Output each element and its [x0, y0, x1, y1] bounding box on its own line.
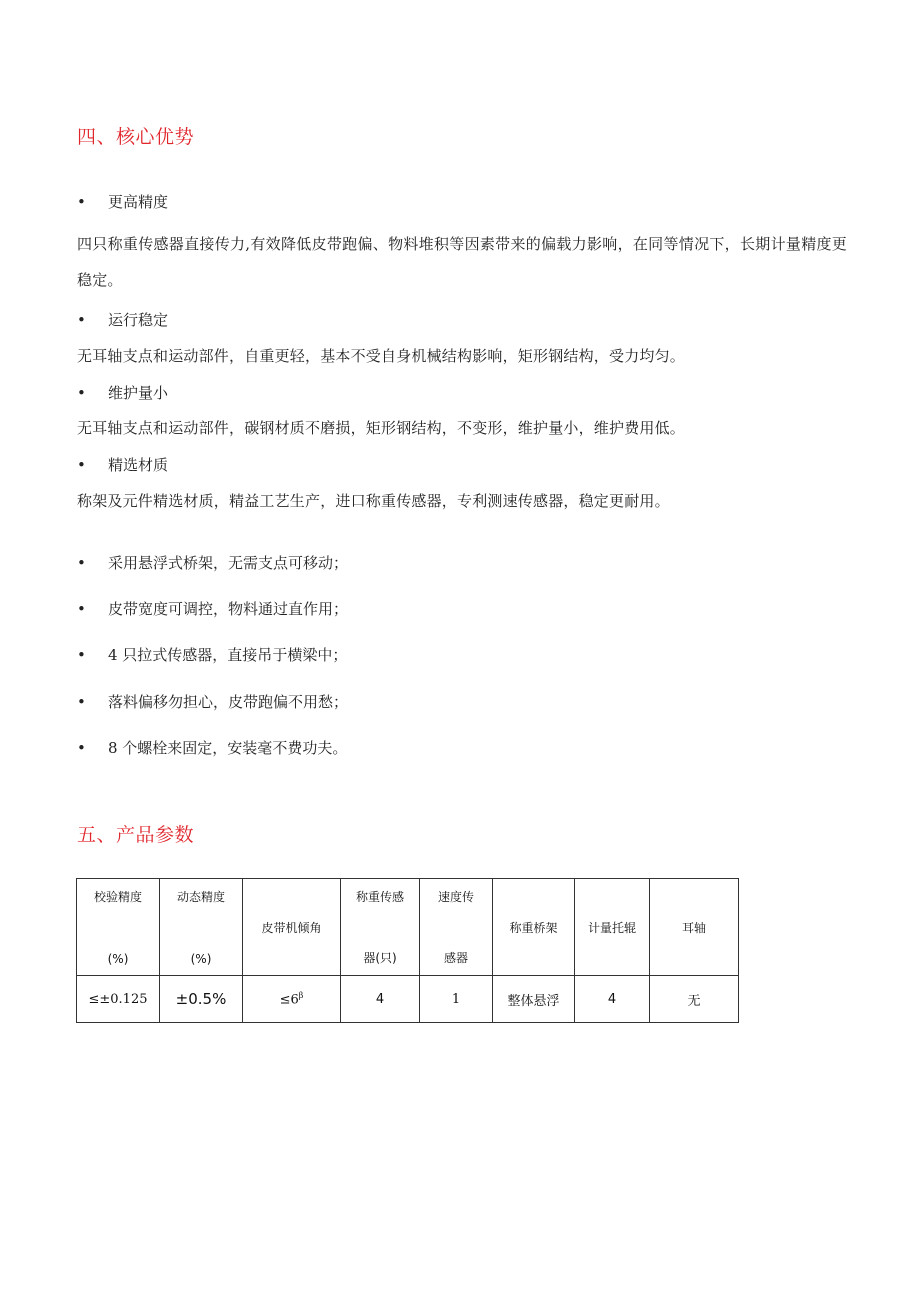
header-label: 速度传	[437, 890, 474, 904]
bullet-icon: •	[77, 456, 86, 474]
bullet-icon: •	[77, 311, 86, 329]
feature-text: 落料偏移勿担心，皮带跑偏不用愁；	[108, 693, 349, 711]
advantage-item-3-label-line	[77, 383, 168, 403]
header-label: 校验精度	[93, 890, 142, 904]
table-header-cell: 计量托辊	[575, 879, 650, 976]
advantage-item-1-label-line	[77, 192, 168, 212]
table-cell: 4	[575, 976, 650, 1023]
feature-item	[77, 553, 348, 573]
advantage-item-label: 运行稳定	[108, 311, 169, 329]
advantage-item-text: 无耳轴支点和运动部件，碳钢材质不磨损，矩形钢结构，不变形，维护量小，维护费用低。	[77, 419, 686, 437]
table-header-cell	[160, 879, 243, 976]
feature-item	[77, 738, 347, 758]
bullet-icon: •	[77, 739, 86, 757]
cell-superscript: β	[298, 990, 304, 1000]
header-unit: 器(只)	[363, 951, 397, 965]
advantage-item-label: 更高精度	[108, 193, 169, 211]
advantage-item-label: 维护量小	[108, 384, 169, 402]
table-header-cell: 称重桥架	[493, 879, 575, 976]
header-label: 动态精度	[176, 890, 225, 904]
feature-text: 采用悬浮式桥架，无需支点可移动；	[108, 554, 349, 572]
feature-text: 皮带宽度可调控，物料通过直作用；	[108, 600, 349, 618]
bullet-icon: •	[77, 554, 86, 572]
header-unit: (%)	[107, 952, 129, 966]
table-header-cell	[420, 879, 493, 976]
advantage-item-text: 称架及元件精选材质，精益工艺生产，进口称重传感器，专利测速传感器，稳定更耐用。	[77, 492, 670, 510]
table-cell: ±0.5%	[160, 976, 243, 1023]
advantage-item-2-label-line	[77, 310, 168, 330]
section-5-heading: 五、产品参数	[77, 824, 195, 846]
advantage-item-4-label-line	[77, 455, 168, 475]
feature-item	[77, 599, 348, 619]
section-4-heading: 四、核心优势	[77, 126, 195, 148]
bullet-icon: •	[77, 384, 86, 402]
table-cell: 整体悬浮	[493, 976, 575, 1023]
feature-text: 8 个螺栓来固定，安装毫不费功夫。	[108, 739, 348, 757]
feature-item	[77, 692, 348, 712]
table-header-row	[77, 879, 739, 976]
advantage-item-label: 精选材质	[108, 456, 169, 474]
bullet-icon: •	[77, 693, 86, 711]
table-row	[77, 976, 739, 1023]
table-header-cell: 耳轴	[650, 879, 739, 976]
header-label: 称重传感	[355, 890, 404, 904]
bullet-icon: •	[77, 600, 86, 618]
header-unit: (%)	[190, 952, 212, 966]
cell-value: ≤6	[279, 992, 299, 1008]
table-header-cell	[77, 879, 160, 976]
table-header-cell	[341, 879, 420, 976]
header-unit: 感器	[443, 951, 468, 965]
table-cell: 无	[650, 976, 739, 1023]
table-cell	[243, 976, 341, 1023]
table-cell: 4	[341, 976, 420, 1023]
feature-text: 4 只拉式传感器，直接吊于横梁中；	[108, 646, 348, 664]
bullet-icon: •	[77, 193, 86, 211]
table-cell: ≤±0.125	[77, 976, 160, 1023]
advantage-item-text: 无耳轴支点和运动部件，自重更轻，基本不受自身机械结构影响，矩形钢结构，受力均匀。	[77, 347, 686, 365]
product-parameters-table	[76, 878, 739, 1023]
advantage-item-text: 四只称重传感器直接传力,有效降低皮带跑偏、物料堆积等因素带来的偏载力影响，在同等情况下，长期计量精度更稳定。	[77, 235, 847, 289]
table-cell: 1	[420, 976, 493, 1023]
table-header-cell: 皮带机倾角	[243, 879, 341, 976]
feature-item	[77, 645, 347, 665]
bullet-icon: •	[77, 646, 86, 664]
